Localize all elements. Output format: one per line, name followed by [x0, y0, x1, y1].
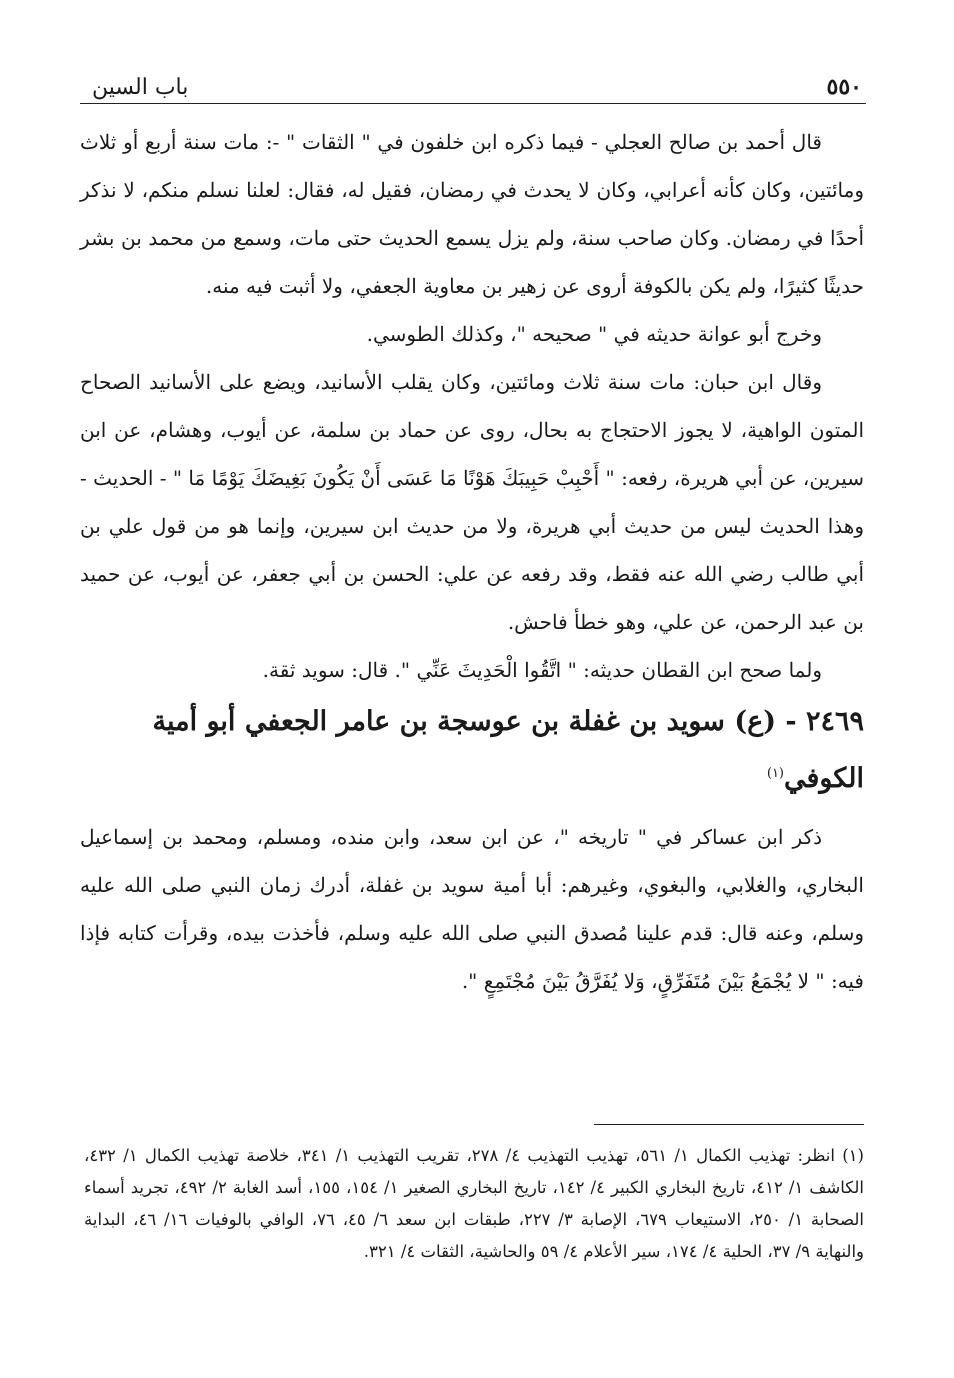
- header-divider: [80, 103, 866, 104]
- footnote-divider: [594, 1124, 864, 1125]
- paragraph-ijli: قال أحمد بن صالح العجلي - فيما ذكره ابن خلفون في " الثقات " -: مات سنة أربع أو ثلاث ومائتين، وكان كأنه أعرابي، وكان لا يحدث في رمضان، فقيل له، فقال: لعلنا نسلم منكم، لا نذكر أحدًا في رمضان. وكان صاحب سنة، ولم يزل يسمع الحديث حتى مات، وسمع من محمد بن بشر حديثًا كثيرًا، ولم يكن بالكوفة أروى عن زهير بن معاوية الجعفي، ولا أثبت فيه منه.: [80, 130, 864, 298]
- entry-heading: [80, 696, 864, 805]
- paragraph-ibn-alqattan: ولما صحح ابن القطان حديثه: " اتَّقُوا الْحَدِيثَ عَنِّي ". قال: سويد ثقة.: [262, 658, 822, 682]
- paragraph-ibn-hibban: وقال ابن حبان: مات سنة ثلاث ومائتين، وكان يقلب الأسانيد، ويضع على الأسانيد الصحاح المتون الواهية، لا يجوز الاحتجاج به بحال، روى عن حماد بن سلمة، عن أيوب، وهشام، عن ابن سيرين، عن أبي هريرة، رفعه: " أَحْبِبْ حَبِيبَكَ هَوْنًا مَا عَسَى أَنْ يَكُونَ بَغِيضَكَ يَوْمًا مَا " - الحديث - وهذا الحديث ليس من حديث أبي هريرة، ولا من حديث ابن سيرين، وإنما هو من قول علي بن أبي طالب رضي الله عنه فقط، وقد رفعه عن علي: الحسن بن أبي جعفر، عن أيوب، عن حميد بن عبد الرحمن، عن علي، وهو خطأ فاحش.: [80, 370, 864, 634]
- footnote-marker: (١): [766, 766, 784, 781]
- paragraph-abu-awana: وخرج أبو عوانة حديثه في " صحيحه "، وكذلك الطوسي.: [366, 322, 822, 346]
- footnote-1: (١) انظر: تهذيب الكمال ١/ ٥٦١، تهذيب التهذيب ٤/ ٢٧٨، تقريب التهذيب ١/ ٣٤١، خلاصة تهذيب الكمال ١/ ٤٣٢، الكاشف ١/ ٤١٢، تاريخ البخاري الكبير ٤/ ١٤٢، تاريخ البخاري الصغير ١/ ١٥٤، ١٥٥، أسد الغابة ٢/ ٤٩٢، تجريد أسماء الصحابة ١/ ٢٥٠، الاستيعاب ٦٧٩، الإصابة ٣/ ٢٢٧، طبقات ابن سعد ٦/ ٤٥، ٧٦، الوافي بالوفيات ١٦/ ٤٦، البداية والنهاية ٩/ ٣٧، الحلية ٤/ ١٧٤، سير الأعلام ٤/ ٥٩ والحاشية، الثقات ٤/ ٣٢١.: [84, 1146, 864, 1261]
- page-header: [92, 60, 862, 100]
- page-number: ٥٥٠: [826, 74, 862, 100]
- chapter-title: باب السين: [92, 75, 189, 100]
- footnotes: [84, 1140, 864, 1268]
- paragraph-ibn-asakir: ذكر ابن عساكر في " تاريخه "، عن ابن سعد، وابن منده، ومسلم، ومحمد بن إسماعيل البخاري، والغلابي، والبغوي، وغيرهم: أبا أمية سويد بن غفلة، أدرك زمان النبي صلى الله عليه وسلم، وعنه قال: قدم علينا مُصدق النبي صلى الله عليه وسلم، فأخذت بيده، وقرأت كتابه فإذا فيه: " لا يُجْمَعُ بَيْنَ مُتَفَرِّقٍ، وَلا يُفَرَّقُ بَيْنَ مُجْتَمِعٍ ".: [80, 825, 864, 993]
- entry-title-text: ٢٤٦٩ - (ع) سويد بن غفلة بن عوسجة بن عامر الجعفي أبو أمية الكوفي: [152, 706, 864, 794]
- main-text: [80, 118, 864, 1005]
